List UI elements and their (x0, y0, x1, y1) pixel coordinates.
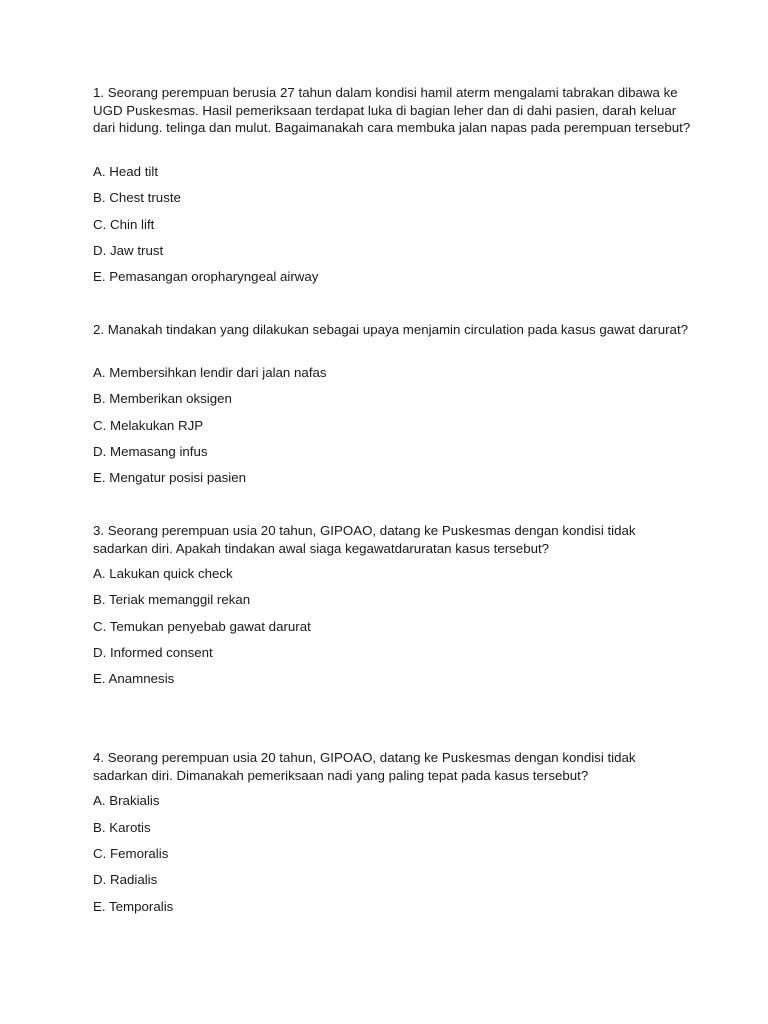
question-4 (93, 749, 693, 784)
question-1-text: 1. Seorang perempuan berusia 27 tahun dalam kondisi hamil aterm mengalami tabrakan dibawa ke UGD Puskesmas. Hasil pemeriksaan terdapat luka di bagian leher dan di dahi pasien, darah keluar dari hidung. telinga dan mulut. Bagaimanakah cara membuka jalan napas pada perempuan tersebut? (93, 85, 691, 135)
question-2-option-b: B. Memberikan oksigen (93, 391, 232, 406)
question-3-option-b: B. Teriak memanggil rekan (93, 592, 251, 607)
question-2-text: 2. Manakah tindakan yang dilakukan sebagai upaya menjamin circulation pada kasus gawat darurat? (93, 322, 689, 337)
question-4-option-b: B. Karotis (93, 820, 151, 835)
question-2-option-a: A. Membersihkan lendir dari jalan nafas (93, 365, 327, 380)
question-4-option-d: D. Radialis (93, 872, 158, 887)
question-1 (93, 84, 693, 137)
question-1-option-a: A. Head tilt (93, 164, 159, 179)
question-1-option-e: E. Pemasangan oropharyngeal airway (93, 269, 319, 284)
question-4-option-a: A. Brakialis (93, 793, 160, 808)
question-2-option-d: D. Memasang infus (93, 444, 208, 459)
question-3-option-c: C. Temukan penyebab gawat darurat (93, 619, 311, 634)
question-2-option-c: C. Melakukan RJP (93, 418, 204, 433)
question-3-option-e: E. Anamnesis (93, 671, 175, 686)
question-1-option-b: B. Chest truste (93, 190, 181, 205)
question-3 (93, 522, 693, 557)
question-4-text: 4. Seorang perempuan usia 20 tahun, GIPOAO, datang ke Puskesmas dengan kondisi tidak sadarkan diri. Dimanakah pemeriksaan nadi yang paling tepat pada kasus tersebut? (93, 750, 636, 783)
question-3-option-d: D. Informed consent (93, 645, 213, 660)
question-4-option-e: E. Temporalis (93, 899, 174, 914)
question-2-option-e: E. Mengatur posisi pasien (93, 470, 246, 485)
question-3-text: 3. Seorang perempuan usia 20 tahun, GIPOAO, datang ke Puskesmas dengan kondisi tidak sadarkan diri. Apakah tindakan awal siaga kegawatdaruratan kasus tersebut? (93, 523, 636, 556)
question-3-option-a: A. Lakukan quick check (93, 566, 233, 581)
question-4-option-c: C. Femoralis (93, 846, 169, 861)
question-1-option-d: D. Jaw trust (93, 243, 164, 258)
question-2 (93, 321, 693, 339)
question-1-option-c: C. Chin lift (93, 217, 155, 232)
